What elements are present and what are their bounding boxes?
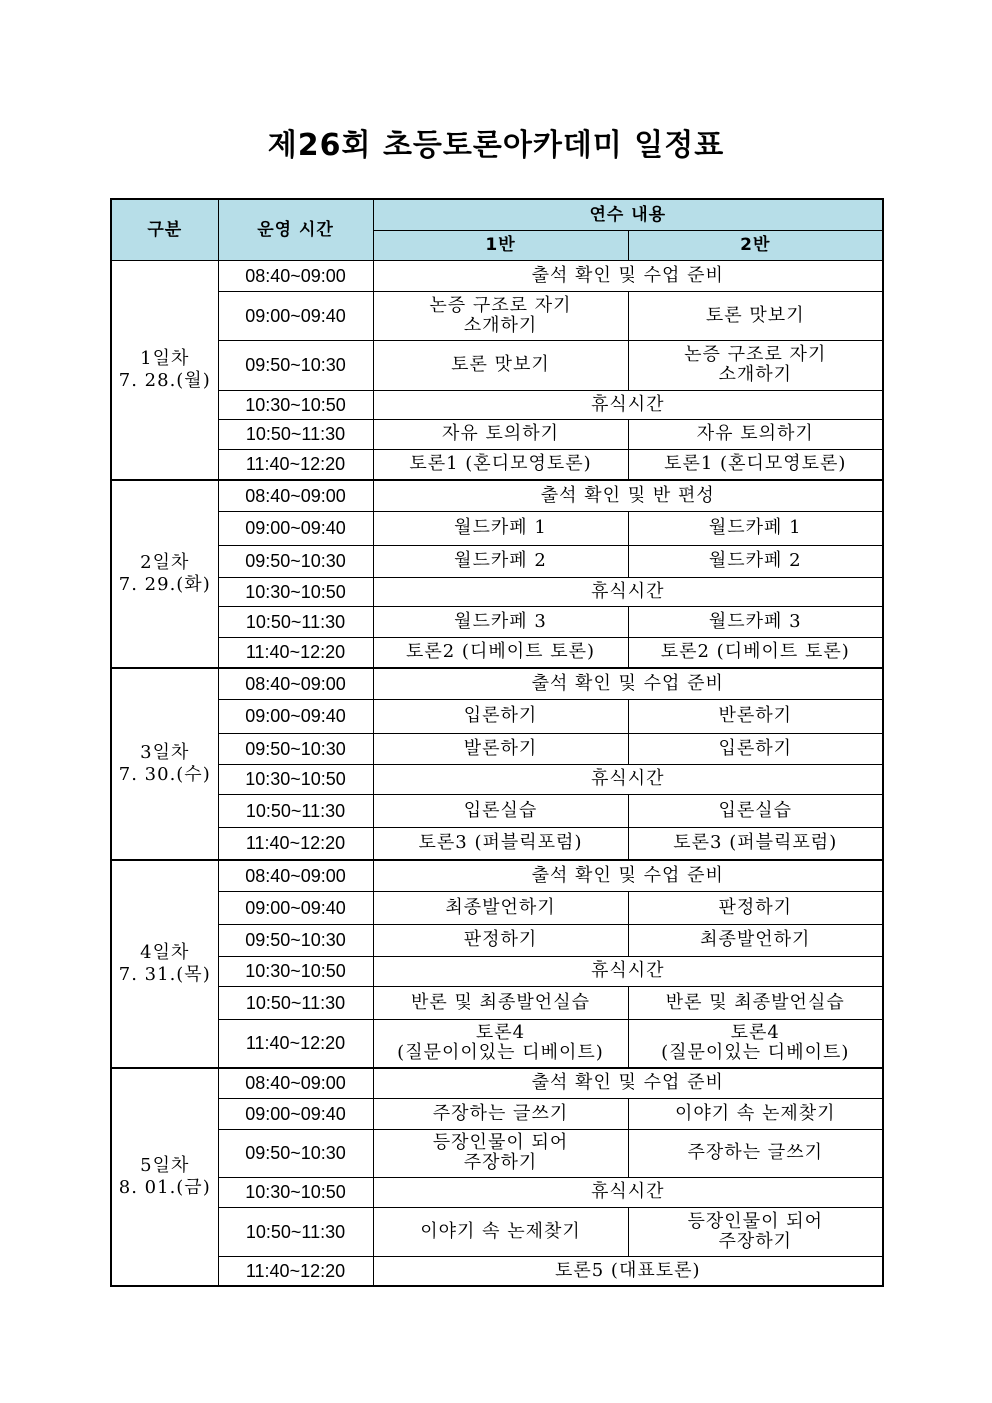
schedule-row	[111, 891, 883, 924]
schedule-row	[111, 340, 883, 390]
time-slot: 09:00~09:40	[218, 891, 373, 924]
activity-class-2: 토론4 (질문이있는 디베이트)	[628, 1019, 883, 1068]
activity-class-2: 토론2 (디베이트 토론)	[628, 637, 883, 668]
activity-class-1: 등장인물이 되어 주장하기	[373, 1129, 628, 1177]
schedule-row	[111, 1256, 883, 1286]
time-slot: 11:40~12:20	[218, 827, 373, 860]
time-slot: 09:00~09:40	[218, 291, 373, 340]
activity-class-2: 최종발언하기	[628, 924, 883, 956]
activity-class-1: 판정하기	[373, 924, 628, 956]
activity-class-2: 반론하기	[628, 699, 883, 733]
activity-class-2: 입론하기	[628, 733, 883, 764]
time-slot: 11:40~12:20	[218, 1256, 373, 1286]
activity-class-1: 논증 구조로 자기 소개하기	[373, 291, 628, 340]
schedule-row	[111, 480, 883, 511]
schedule-row	[111, 606, 883, 637]
activity-both-classes: 출석 확인 및 수업 준비	[373, 860, 883, 891]
schedule-row	[111, 1068, 883, 1098]
activity-class-1: 월드카페 1	[373, 511, 628, 545]
time-slot: 09:00~09:40	[218, 1098, 373, 1129]
activity-class-2: 판정하기	[628, 891, 883, 924]
schedule-row	[111, 1019, 883, 1068]
time-slot: 09:50~10:30	[218, 1129, 373, 1177]
activity-class-1: 입론실습	[373, 794, 628, 827]
activity-both-classes: 휴식시간	[373, 577, 883, 606]
day-label: 5일차 8. 01.(금)	[111, 1068, 218, 1286]
time-slot: 08:40~09:00	[218, 480, 373, 511]
header-class-2: 2반	[628, 230, 883, 260]
time-slot: 09:50~10:30	[218, 545, 373, 577]
time-slot: 08:40~09:00	[218, 860, 373, 891]
schedule-row	[111, 668, 883, 699]
schedule-row	[111, 291, 883, 340]
activity-class-1: 이야기 속 논제찾기	[373, 1207, 628, 1256]
schedule-row	[111, 986, 883, 1019]
time-slot: 10:50~11:30	[218, 794, 373, 827]
schedule-row	[111, 390, 883, 419]
time-slot: 10:50~11:30	[218, 419, 373, 449]
time-slot: 10:30~10:50	[218, 956, 373, 986]
time-slot: 11:40~12:20	[218, 449, 373, 480]
day-label: 4일차 7. 31.(목)	[111, 860, 218, 1068]
activity-class-2: 자유 토의하기	[628, 419, 883, 449]
schedule-row	[111, 794, 883, 827]
schedule-row	[111, 577, 883, 606]
activity-class-2: 등장인물이 되어 주장하기	[628, 1207, 883, 1256]
activity-class-1: 토론 맛보기	[373, 340, 628, 390]
activity-class-2: 주장하는 글쓰기	[628, 1129, 883, 1177]
time-slot: 09:00~09:40	[218, 511, 373, 545]
schedule-row	[111, 924, 883, 956]
header-content: 연수 내용	[373, 199, 883, 230]
schedule-row	[111, 545, 883, 577]
activity-class-2: 이야기 속 논제찾기	[628, 1098, 883, 1129]
schedule-row	[111, 764, 883, 794]
activity-class-2: 월드카페 1	[628, 511, 883, 545]
day-label: 1일차 7. 28.(월)	[111, 260, 218, 480]
header-category: 구분	[111, 199, 218, 260]
schedule-row	[111, 733, 883, 764]
time-slot: 10:30~10:50	[218, 764, 373, 794]
activity-both-classes: 출석 확인 및 수업 준비	[373, 1068, 883, 1098]
schedule-body	[111, 260, 883, 1286]
activity-class-2: 토론1 (혼디모영토론)	[628, 449, 883, 480]
time-slot: 09:50~10:30	[218, 340, 373, 390]
activity-class-2: 반론 및 최종발언실습	[628, 986, 883, 1019]
activity-both-classes: 출석 확인 및 반 편성	[373, 480, 883, 511]
schedule-row	[111, 956, 883, 986]
schedule-row	[111, 1098, 883, 1129]
time-slot: 11:40~12:20	[218, 637, 373, 668]
schedule-row	[111, 511, 883, 545]
activity-class-2: 입론실습	[628, 794, 883, 827]
activity-class-1: 입론하기	[373, 699, 628, 733]
time-slot: 10:50~11:30	[218, 986, 373, 1019]
schedule-row	[111, 449, 883, 480]
activity-class-1: 토론4 (질문이이있는 디베이트)	[373, 1019, 628, 1068]
activity-class-1: 토론3 (퍼블릭포럼)	[373, 827, 628, 860]
schedule-table	[110, 198, 884, 1287]
activity-both-classes: 휴식시간	[373, 956, 883, 986]
activity-class-2: 월드카페 2	[628, 545, 883, 577]
activity-class-1: 토론2 (디베이트 토론)	[373, 637, 628, 668]
time-slot: 09:50~10:30	[218, 733, 373, 764]
schedule-row	[111, 827, 883, 860]
day-label: 3일차 7. 30.(수)	[111, 668, 218, 860]
time-slot: 08:40~09:00	[218, 668, 373, 699]
page-title: 제26회 초등토론아카데미 일정표	[267, 128, 725, 163]
schedule-row	[111, 699, 883, 733]
activity-class-1: 최종발언하기	[373, 891, 628, 924]
activity-both-classes: 출석 확인 및 수업 준비	[373, 668, 883, 699]
activity-both-classes: 휴식시간	[373, 1177, 883, 1207]
time-slot: 10:50~11:30	[218, 1207, 373, 1256]
schedule-row	[111, 1129, 883, 1177]
schedule-row	[111, 260, 883, 291]
time-slot: 10:30~10:50	[218, 1177, 373, 1207]
activity-both-classes: 출석 확인 및 수업 준비	[373, 260, 883, 291]
activity-class-2: 논증 구조로 자기 소개하기	[628, 340, 883, 390]
schedule-row	[111, 860, 883, 891]
schedule-row	[111, 419, 883, 449]
activity-class-2: 토론 맛보기	[628, 291, 883, 340]
schedule-row	[111, 1207, 883, 1256]
time-slot: 08:40~09:00	[218, 1068, 373, 1098]
header-class-1: 1반	[373, 230, 628, 260]
activity-class-1: 반론 및 최종발언실습	[373, 986, 628, 1019]
activity-class-1: 주장하는 글쓰기	[373, 1098, 628, 1129]
time-slot: 10:30~10:50	[218, 390, 373, 419]
activity-class-1: 발론하기	[373, 733, 628, 764]
activity-class-2: 토론3 (퍼블릭포럼)	[628, 827, 883, 860]
time-slot: 10:30~10:50	[218, 577, 373, 606]
schedule-row	[111, 1177, 883, 1207]
activity-both-classes: 토론5 (대표토론)	[373, 1256, 883, 1286]
activity-both-classes: 휴식시간	[373, 764, 883, 794]
time-slot: 10:50~11:30	[218, 606, 373, 637]
header-time: 운영 시간	[218, 199, 373, 260]
activity-class-1: 자유 토의하기	[373, 419, 628, 449]
time-slot: 11:40~12:20	[218, 1019, 373, 1068]
activity-class-1: 토론1 (혼디모영토론)	[373, 449, 628, 480]
activity-class-2: 월드카페 3	[628, 606, 883, 637]
schedule-row	[111, 637, 883, 668]
time-slot: 09:50~10:30	[218, 924, 373, 956]
day-label: 2일차 7. 29.(화)	[111, 480, 218, 668]
time-slot: 09:00~09:40	[218, 699, 373, 733]
time-slot: 08:40~09:00	[218, 260, 373, 291]
activity-class-1: 월드카페 3	[373, 606, 628, 637]
activity-both-classes: 휴식시간	[373, 390, 883, 419]
activity-class-1: 월드카페 2	[373, 545, 628, 577]
